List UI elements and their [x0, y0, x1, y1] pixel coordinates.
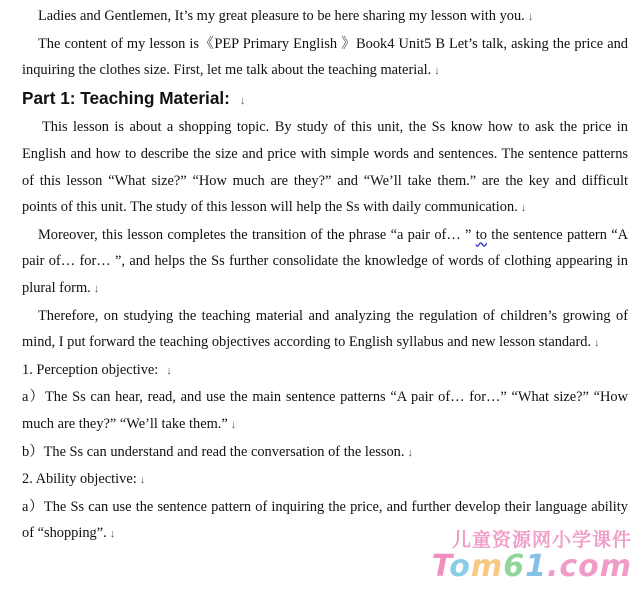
paragraph-mark: ↓: [166, 364, 172, 377]
paragraph-intro-1-text: Ladies and Gentlemen, It’s my great pleasure to be here sharing my lesson with you.: [38, 8, 525, 24]
objective-1-item-a: [22, 384, 628, 438]
watermark-logo-char: T: [431, 549, 450, 584]
paragraph-therefore: [22, 303, 628, 357]
watermark-chinese-text: 儿童资源网小学课件: [451, 529, 632, 551]
spellcheck-underlined-word: to: [475, 226, 487, 243]
paragraph-lesson-text: This lesson is about a shopping topic. By study of this unit, the Ss know how to ask the price in English and how to describe the size and price with simple words and sentences. The sentence patterns of this lesson “What size?” “How much are they?” and “We’ll take them.” are the key and difficult points of this unit. The study of this lesson will help the Ss with daily communication.: [22, 119, 628, 216]
heading-part-1: [22, 85, 628, 115]
paragraph-moreover: [22, 222, 628, 303]
objective-1-title-text: 1. Perception objective:: [22, 361, 159, 378]
paragraph-mark: ↓: [594, 337, 600, 350]
watermark-logo-char: .com: [546, 549, 632, 584]
objective-1-item-a-text: a）The Ss can hear, read, and use the main sentence patterns “A pair of… for…” “What size?” “How much are they?” “We’ll take them.”: [22, 389, 628, 432]
paragraph-mark: ↓: [230, 418, 237, 431]
paragraph-mark: ↓: [520, 202, 527, 215]
paragraph-mark: ↓: [434, 65, 440, 78]
objective-1-item-b-text: b）The Ss can understand and read the conversation of the lesson.: [22, 443, 405, 460]
watermark-logo-char: 6: [503, 549, 526, 584]
watermark-logo-char: o: [449, 549, 471, 584]
objective-2-title: [22, 466, 628, 494]
objective-1-item-b: [22, 439, 628, 467]
heading-part-1-text: Part 1: Teaching Material:: [22, 87, 230, 108]
paragraph-therefore-text: Therefore, on studying the teaching material and analyzing the regulation of children’s growing of mind, I put forward the teaching objectives according to English syllabus and new lesson standard.: [22, 307, 628, 351]
paragraph-moreover-text-b: the sentence pattern “A pair of… for… ”, and helps the Ss further consolidate the knowledge of words of clothing appearing in plural form.: [22, 226, 628, 296]
watermark-logo-char: 1: [525, 549, 547, 584]
objective-1-title: [22, 357, 628, 385]
document-body: [22, 3, 628, 548]
paragraph-intro-1: [22, 3, 628, 31]
paragraph-intro-2: [22, 31, 628, 85]
paragraph-moreover-text-a: Moreover, this lesson completes the transition of the phrase “a pair of… ”: [38, 226, 472, 243]
paragraph-mark: ↓: [93, 282, 100, 295]
objective-2-title-text: 2. Ability objective:: [22, 471, 137, 488]
paragraph-mark: ↓: [139, 474, 146, 487]
objective-2-item-a-text: a）The Ss can use the sentence pattern of inquiring the price, and further develop their language ability of “shopping”.: [22, 498, 628, 542]
paragraph-mark: ↓: [239, 94, 246, 107]
watermark-logo: [426, 525, 634, 587]
watermark-logo-char: m: [470, 549, 504, 584]
paragraph-intro-2-text: The content of my lesson is《PEP Primary English 》Book4 Unit5 B Let’s talk, asking the price and inquiring the clothes size. First, let me talk about the teaching material.: [22, 35, 628, 79]
watermark-tom61-logo: [432, 549, 632, 584]
paragraph-mark: ↓: [407, 446, 413, 459]
paragraph-lesson: [22, 114, 628, 221]
paragraph-mark: ↓: [109, 528, 116, 541]
paragraph-mark: ↓: [527, 11, 534, 23]
